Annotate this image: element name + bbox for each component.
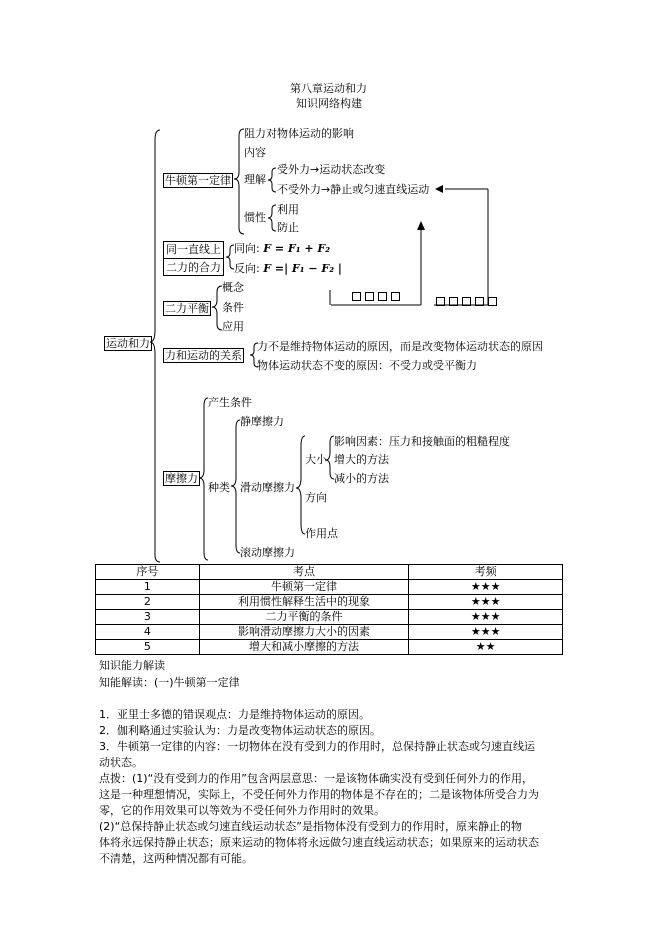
row-topic: 利用惯性解释生活中的现象 [199, 595, 409, 610]
newton-item-content: 内容 [244, 146, 266, 159]
placeholder-squares-1 [352, 291, 404, 304]
page-subtitle: 知识网络构建 [296, 97, 362, 110]
size-factors: 影响因素：压力和接触面的粗糙程度 [334, 435, 510, 448]
friction-condition: 产生条件 [208, 396, 252, 409]
sliding-size: 大小 [305, 453, 327, 466]
table-row [96, 625, 563, 640]
header-freq: 考频 [409, 565, 563, 580]
row-stars: ★★★ [409, 625, 563, 640]
sliding-friction: 滑动摩擦力 [240, 481, 295, 494]
friction-node: 摩擦力 [165, 472, 198, 485]
section-heading: 知识能力解读 [99, 659, 165, 672]
exam-frequency-table [95, 564, 563, 655]
row-no: 3 [96, 610, 200, 625]
composition-label-1: 同一直线上 [164, 242, 223, 259]
same-direction: 同向: [234, 242, 260, 255]
header-no: 序号 [96, 565, 200, 580]
sliding-direction: 方向 [305, 491, 327, 504]
para-4a: 点拨：(1)“没有受到力的作用”包含两层意思：一是该物体确实没有受到任何外力的作用， [99, 772, 533, 785]
same-formula: F = F₁ + F₂ [263, 242, 331, 255]
header-topic: 考点 [199, 565, 409, 580]
opposite-direction: 反向: [234, 262, 260, 275]
row-no: 2 [96, 595, 200, 610]
row-no: 4 [96, 625, 200, 640]
row-topic: 二力平衡的条件 [199, 610, 409, 625]
para-4c: 零，它的作用效果可以等效为不受任何外力作用时的效果。 [99, 804, 385, 817]
newton-law-node: 牛顿第一定律 [165, 174, 231, 187]
composition-opp-label [234, 262, 342, 275]
para-3b: 动状态。 [99, 756, 143, 769]
inertia-use: 利用 [277, 203, 299, 216]
section-subheading: 知能解读：(一)牛顿第一定律 [99, 676, 240, 689]
para-5c: 不清楚，这两种情况都有可能。 [99, 852, 253, 865]
para-5b: 体将永远保持静止状态；原来运动的物体将永远做匀速直线运动状态；如果原来的运动状态 [99, 836, 539, 849]
relation-line-2: 物体运动状态不变的原因：不受力或受平衡力 [257, 359, 477, 372]
row-no: 1 [96, 580, 200, 595]
row-stars: ★★★ [409, 580, 563, 595]
composition-label-2: 二力的合力 [166, 261, 221, 274]
table-row [96, 610, 563, 625]
row-no: 5 [96, 640, 200, 655]
balance-application: 应用 [222, 320, 244, 333]
row-topic: 影响滑动摩擦力大小的因素 [199, 625, 409, 640]
newton-inertia: 惯性 [244, 211, 266, 224]
table-row [96, 640, 563, 655]
balance-node: 二力平衡 [165, 302, 209, 315]
table-header-row [96, 565, 563, 580]
page-title: 第八章运动和力 [290, 82, 367, 95]
para-1: 1．亚里士多德的错误观点：力是维持物体运动的原因。 [99, 708, 370, 721]
table-row [96, 595, 563, 610]
composition-node [163, 241, 224, 276]
friction-kinds: 种类 [208, 481, 230, 494]
inertia-prevent: 防止 [277, 221, 299, 234]
tree-root: 运动和力 [106, 337, 150, 350]
para-2: 2．伽利略通过实验认为：力是改变物体运动状态的原因。 [99, 724, 381, 737]
para-3a: 3．牛顿第一定律的内容：一切物体在没有受到力的作用时，总保持静止状态或匀速直线运 [99, 740, 535, 753]
row-stars: ★★★ [409, 595, 563, 610]
balance-condition: 条件 [222, 301, 244, 314]
understand-force: 受外力→运动状态改变 [277, 163, 386, 176]
opp-formula: F =| F₁ − F₂ | [263, 262, 342, 275]
balance-concept: 概念 [222, 281, 244, 294]
placeholder-squares-2 [436, 296, 501, 309]
understand-no-force: 不受外力→静止或匀速直线运动 [277, 183, 430, 196]
newton-understand: 理解 [244, 173, 266, 186]
row-stars: ★★★ [409, 610, 563, 625]
sliding-point: 作用点 [305, 527, 338, 540]
newton-item-resistance: 阻力对物体运动的影响 [244, 127, 354, 140]
size-decrease: 减小的方法 [334, 472, 389, 485]
row-topic: 增大和减小摩擦的方法 [199, 640, 409, 655]
row-stars: ★★ [409, 640, 563, 655]
relation-node: 力和运动的关系 [165, 349, 242, 362]
rolling-friction: 滚动摩擦力 [240, 546, 295, 559]
relation-line-1: 力不是维持物体运动的原因，而是改变物体运动状态的原因 [257, 340, 543, 353]
table-row [96, 580, 563, 595]
para-5a: (2)“总保持静止状态或匀速直线运动状态”是指物体没有受到力的作用时，原来静止的物 [99, 820, 522, 833]
size-increase: 增大的方法 [334, 453, 389, 466]
static-friction: 静摩擦力 [240, 415, 284, 428]
row-topic: 牛顿第一定律 [199, 580, 409, 595]
composition-same-label [234, 242, 330, 255]
para-4b: 这是一种理想情况，实际上，不受任何外力作用的物体是不存在的；二是该物体所受合力为 [99, 788, 539, 801]
